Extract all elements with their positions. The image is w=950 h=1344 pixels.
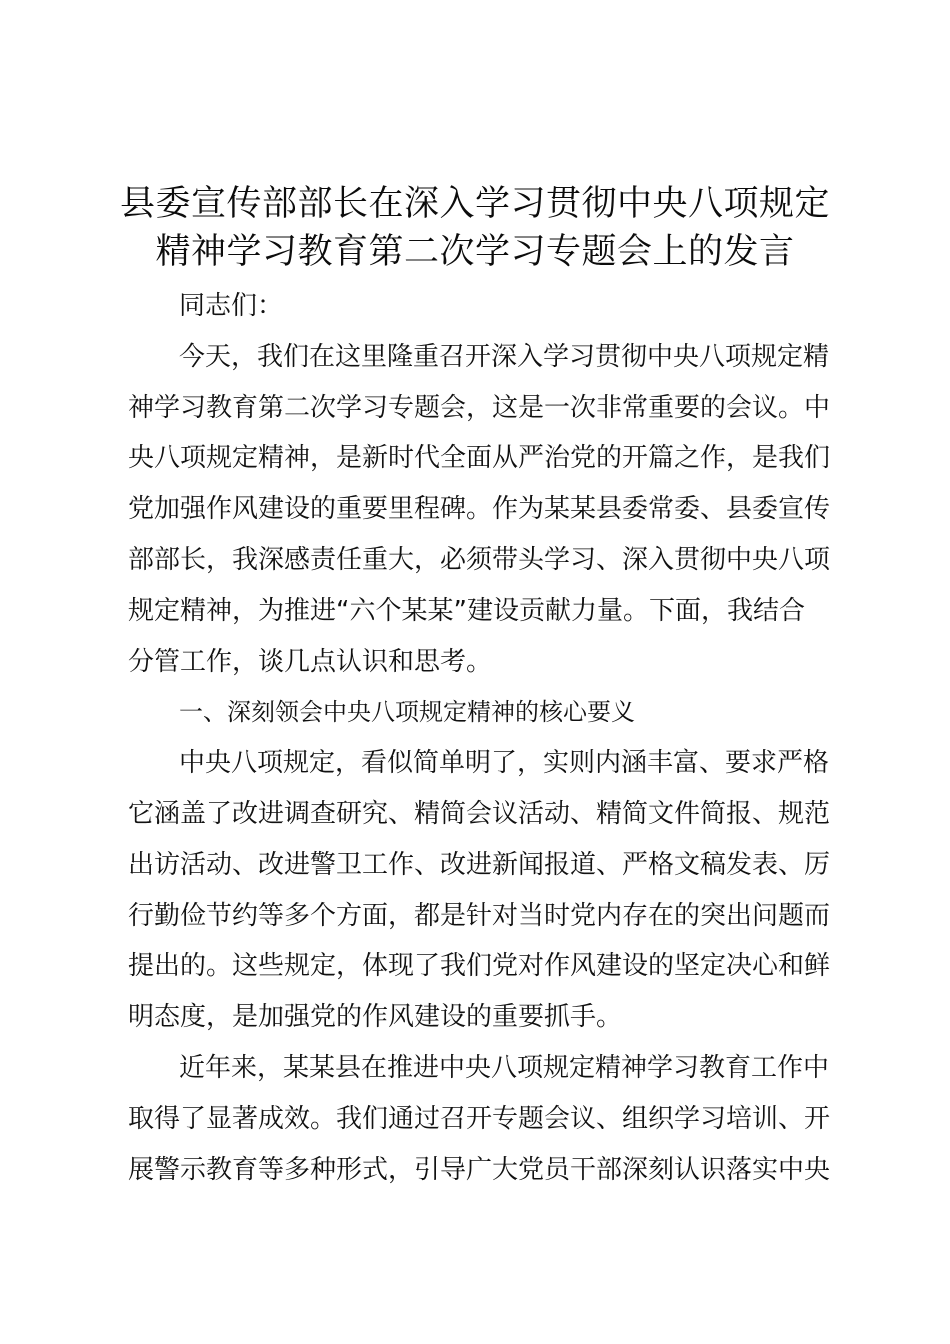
body-line: 出访活动、改进警卫工作、改进新闻报道、严格文稿发表、厉 <box>128 849 831 880</box>
salutation: 同志们： <box>179 291 284 321</box>
section-heading: 一、深刻领会中央八项规定精神的核心要义 <box>179 698 635 727</box>
body-line: 分管工作，谈几点认识和思考。 <box>128 646 493 677</box>
title-line-1: 县委宣传部部长在深入学习贯彻中央八项规定 <box>119 184 830 224</box>
document-body <box>128 281 836 1195</box>
body-line: 今天，我们在这里隆重召开深入学习贯彻中央八项规定精 <box>179 341 830 372</box>
title-line-2: 精神学习教育第二次学习专题会上的发言 <box>155 232 795 272</box>
body-line: 规定精神，为推进“六个某某”建设贡献力量。下面，我结合 <box>128 595 805 626</box>
body-line: 神学习教育第二次学习专题会，这是一次非常重要的会议。中 <box>128 392 831 423</box>
body-line: 党加强作风建设的重要里程碑。作为某某县委常委、县委宣传 <box>128 494 831 525</box>
body-line: 展警示教育等多种形式，引导广大党员干部深刻认识落实中央 <box>128 1154 831 1185</box>
body-line: 提出的。这些规定，体现了我们党对作风建设的坚定决心和鲜 <box>128 951 831 982</box>
body-line: 部部长，我深感责任重大，必须带头学习、深入贯彻中央八项 <box>128 544 831 575</box>
body-line: 行勤俭节约等多个方面，都是针对当时党内存在的突出问题而 <box>128 900 831 931</box>
document-title <box>100 180 850 276</box>
body-line: 央八项规定精神，是新时代全面从严治党的开篇之作，是我们 <box>128 443 831 474</box>
body-line: 它涵盖了改进调查研究、精简会议活动、精简文件简报、规范 <box>128 798 831 829</box>
body-line: 明态度，是加强党的作风建设的重要抓手。 <box>128 1002 623 1033</box>
body-line: 中央八项规定，看似简单明了，实则内涵丰富、要求严格 <box>179 748 830 779</box>
body-line: 近年来，某某县在推进中央八项规定精神学习教育工作中 <box>179 1052 830 1083</box>
body-line: 取得了显著成效。我们通过召开专题会议、组织学习培训、开 <box>128 1103 831 1134</box>
